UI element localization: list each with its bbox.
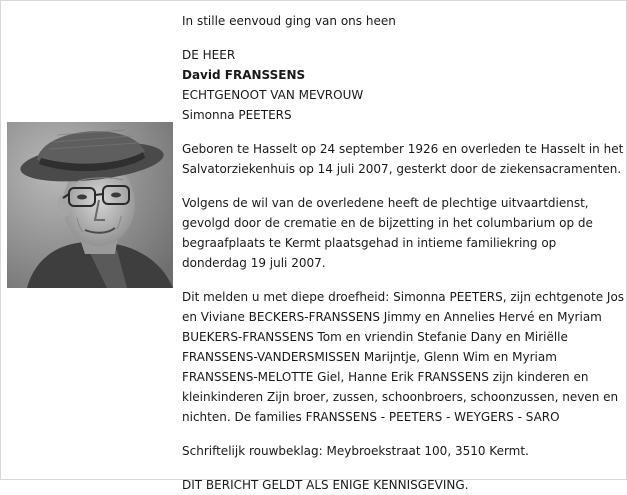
obituary-text xyxy=(182,11,625,495)
spouse-name: Simonna PEETERS xyxy=(182,108,292,122)
closing-line: DIT BERICHT GELDT ALS ENIGE KENNISGEVING. xyxy=(182,478,469,492)
paragraph-line: FRANSSENS-MELOTTE Giel, Hanne Erik FRANSSENS zijn kinderen en xyxy=(182,370,589,384)
family-paragraph xyxy=(182,287,625,427)
paragraph-line: gevolgd door de crematie en de bijzetting in het columbarium op de xyxy=(182,216,593,230)
relation-line: ECHTGENOOT VAN MEVROUW xyxy=(182,88,364,102)
address-line: Schriftelijk rouwbeklag: Meybroekstraat 100, 3510 Kermt. xyxy=(182,444,529,458)
portrait-photo xyxy=(7,122,173,288)
title-line: DE HEER xyxy=(182,48,236,62)
paragraph-line: Volgens de wil van de overledene heeft de plechtige uitvaartdienst, xyxy=(182,196,589,210)
paragraph-line: kleinkinderen Zijn broer, zussen, schoonbroers, schoonzussen, neven en xyxy=(182,390,619,404)
paragraph-line: en Viviane BECKERS-FRANSSENS Jimmy en Annelies Hervé en Myriam xyxy=(182,310,602,324)
paragraph-line: BUEKERS-FRANSSENS Tom en vriendin Stefanie Dany en Miriëlle xyxy=(182,330,568,344)
paragraph-line: begraafplaats te Kermt plaatsgehad in intieme familiekring op xyxy=(182,236,557,250)
paragraph-line: donderdag 19 juli 2007. xyxy=(182,256,326,270)
deceased-name: David FRANSSENS xyxy=(182,68,306,82)
paragraph-line: nichten. De families FRANSSENS - PEETERS - WEYGERS - SARO xyxy=(182,410,560,424)
portrait-image xyxy=(7,122,173,288)
birth-paragraph xyxy=(182,139,622,179)
paragraph-line: FRANSSENS-VANDERSMISSEN Marijntje, Glenn Wim en Myriam xyxy=(182,350,557,364)
funeral-paragraph xyxy=(182,193,622,273)
address-paragraph xyxy=(182,441,622,461)
intro-line: In stille eenvoud ging van ons heen xyxy=(182,14,396,28)
paragraph-line: Geboren te Hasselt op 24 september 1926 en overleden te Hasselt in het xyxy=(182,142,624,156)
paragraph-line: Dit melden u met diepe droefheid: Simonna PEETERS, zijn echtgenote Jos xyxy=(182,290,625,304)
paragraph-line: Salvatorziekenhuis op 14 juli 2007, gesterkt door de ziekensacramenten. xyxy=(182,162,622,176)
